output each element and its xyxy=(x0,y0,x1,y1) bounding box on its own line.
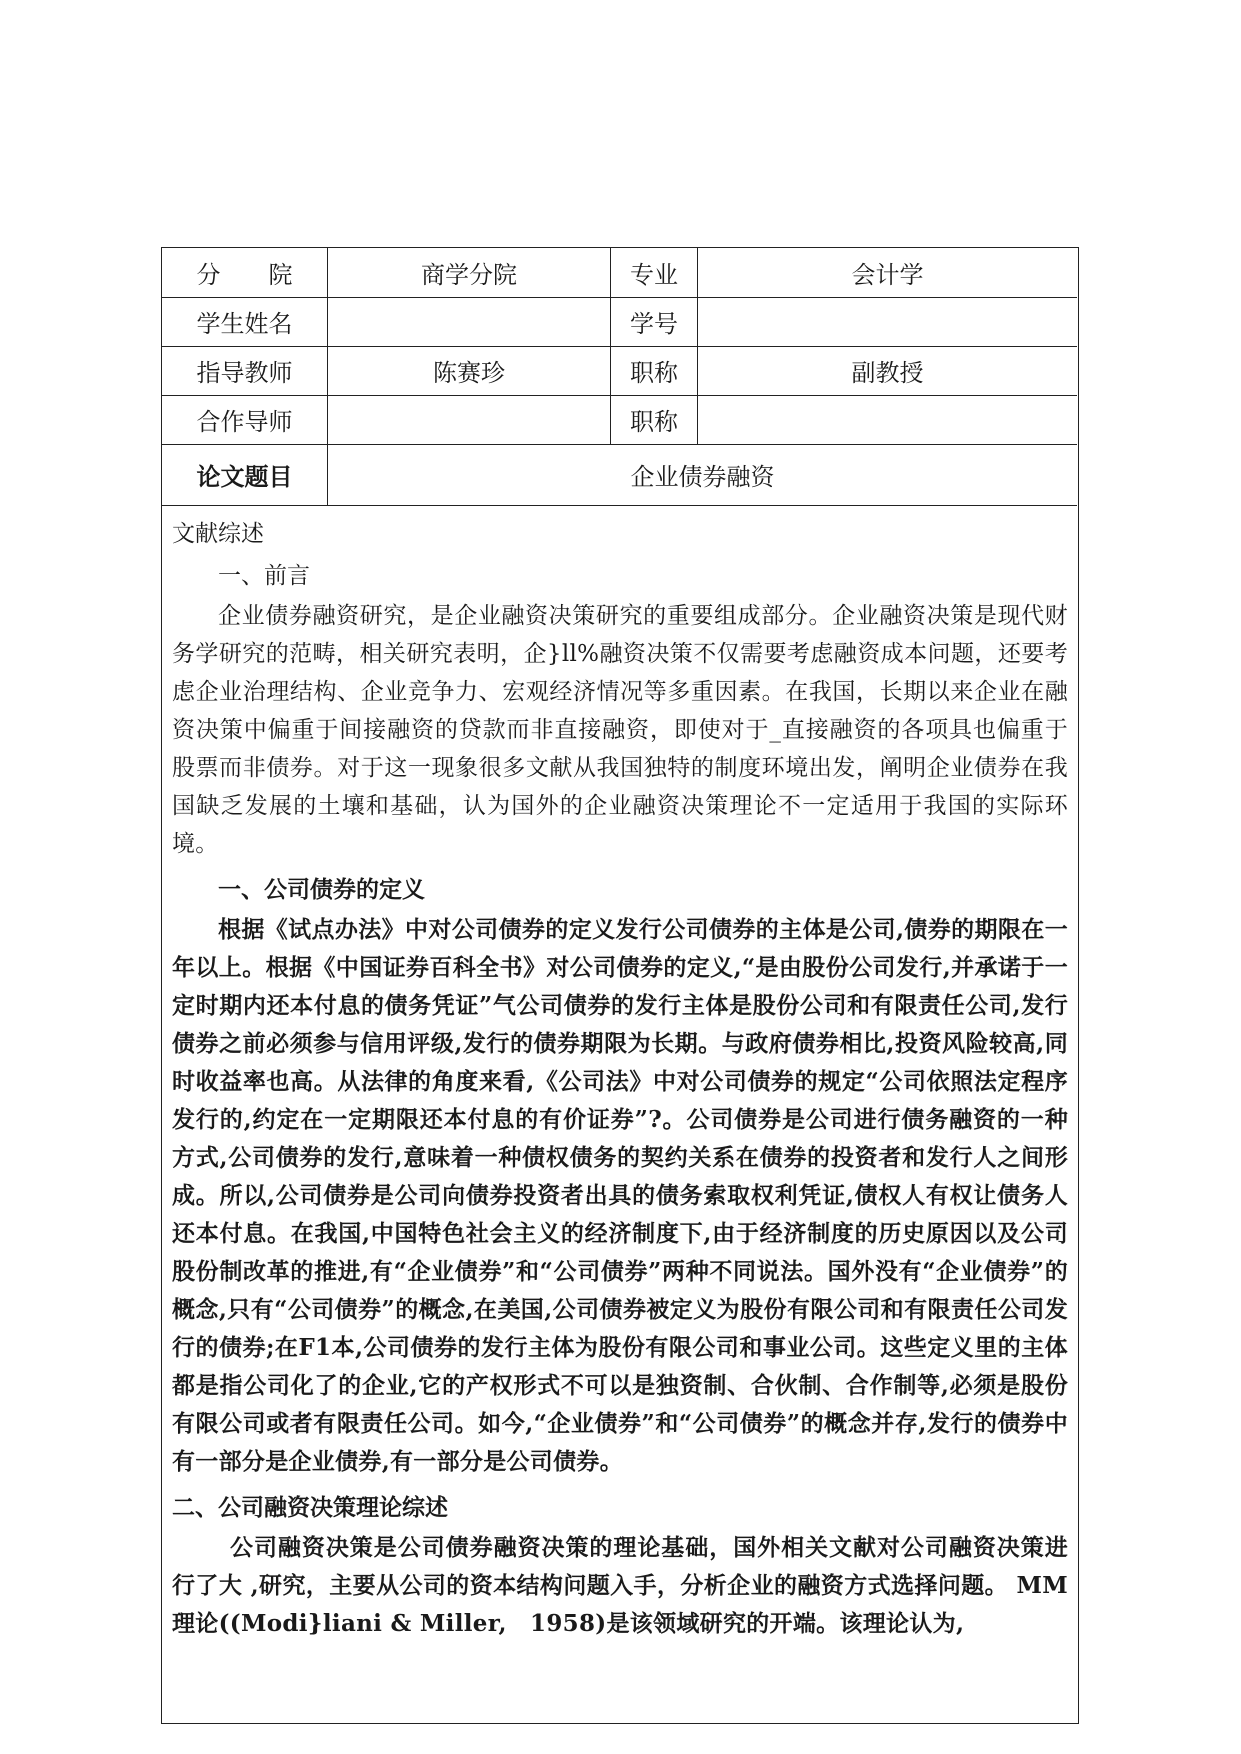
department-label: 分 院 xyxy=(162,248,328,297)
student-name-label: 学生姓名 xyxy=(162,297,328,346)
table-row xyxy=(162,395,1077,444)
major-label: 专业 xyxy=(611,248,698,297)
thesis-title-label: 论文题目 xyxy=(162,444,328,505)
review-label: 文献综述 xyxy=(172,521,264,547)
student-id-label: 学号 xyxy=(611,297,698,346)
paragraph-preface: 企业债券融资研究，是企业融资决策研究的重要组成部分。企业融资决策是现代财务学研究的范畴，相关研究表明，企}ll%融资决策不仅需要考虑融资成本问题，还要考虑企业治理结构、企业竞争力、宏观经济情况等多重因素。在我国，长期以来企业在融资决策中偏重于间接融资的贷款而非直接融资，即使对于_直接融资的各项具也偏重于股票而非债券。对于这一现象很多文献从我国独特的制度环境出发，阐明企业债券在我国缺乏发展的土壤和基础，认为国外的企业融资决策理论不一定适用于我国的实际环境。 xyxy=(172,603,1068,857)
info-table xyxy=(162,248,1077,506)
table-row xyxy=(162,297,1077,346)
advisor-title-value: 副教授 xyxy=(698,346,1078,395)
student-name-value xyxy=(328,297,611,346)
table-row xyxy=(162,248,1077,297)
thesis-title-value: 企业债券融资 xyxy=(328,444,1078,505)
co-advisor-title-value xyxy=(698,395,1078,444)
table-row xyxy=(162,444,1077,505)
major-value: 会计学 xyxy=(698,248,1078,297)
student-id-value xyxy=(698,297,1078,346)
department-value: 商学分院 xyxy=(328,248,611,297)
advisor-title-label: 职称 xyxy=(611,346,698,395)
co-advisor-value xyxy=(328,395,611,444)
literature-review-body xyxy=(172,513,1068,1643)
paragraph-theory: 公司融资决策是公司债券融资决策的理论基础，国外相关文献对公司融资决策进行了大 ,研究，主要从公司的资本结构问题入手，分析企业的融资方式选择问题。 MM理论((Modi}liani & Miller, 1958)是该领域研究的开端。该理论认为, xyxy=(172,1534,1068,1637)
co-advisor-title-label: 职称 xyxy=(611,395,698,444)
heading-theory: 二、公司融资决策理论综述 xyxy=(172,1494,448,1521)
table-row xyxy=(162,346,1077,395)
heading-preface: 一、前言 xyxy=(218,563,310,589)
co-advisor-label: 合作导师 xyxy=(162,395,328,444)
advisor-label: 指导教师 xyxy=(162,346,328,395)
heading-definition: 一、公司债券的定义 xyxy=(218,876,425,903)
form-sheet xyxy=(161,247,1079,1724)
advisor-value: 陈赛珍 xyxy=(328,346,611,395)
paragraph-definition: 根据《试点办法》中对公司债券的定义发行公司债券的主体是公司,债券的期限在一年以上。根据《中国证券百科全书》对公司债券的定义,“是由股份公司发行,并承诺于一定时期内还本付息的债务凭证”气公司债券的发行主体是股份公司和有限责任公司,发行债券之前必须参与信用评级,发行的债券期限为长期。与政府债券相比,投资风险较高,同时收益率也高。从法律的角度来看,《公司法》中对公司债券的规定“公司依照法定程序发行的,约定在一定期限还本付息的有价证券”?。公司债券是公司进行债务融资的一种方式,公司债券的发行,意味着一种债权债务的契约关系在债券的投资者和发行人之间形成。所以,公司债券是公司向债券投资者出具的债务索取权利凭证,债权人有权让债务人还本付息。在我国,中国特色社会主义的经济制度下,由于经济制度的历史原因以及公司股份制改革的推进,有“企业债券”和“公司债券”两种不同说法。国外没有“企业债券”的概念,只有“公司债券”的概念,在美国,公司债券被定义为股份有限公司和有限责任公司发行的债券;在F1本,公司债券的发行主体为股份有限公司和事业公司。这些定义里的主体都是指公司化了的企业,它的产权形式不可以是独资制、合伙制、合作制等,必须是股份有限公司或者有限责任公司。如今,“企业债券”和“公司债券”的概念并存,发行的债券中有一部分是企业债券,有一部分是公司债券。 xyxy=(172,916,1068,1475)
